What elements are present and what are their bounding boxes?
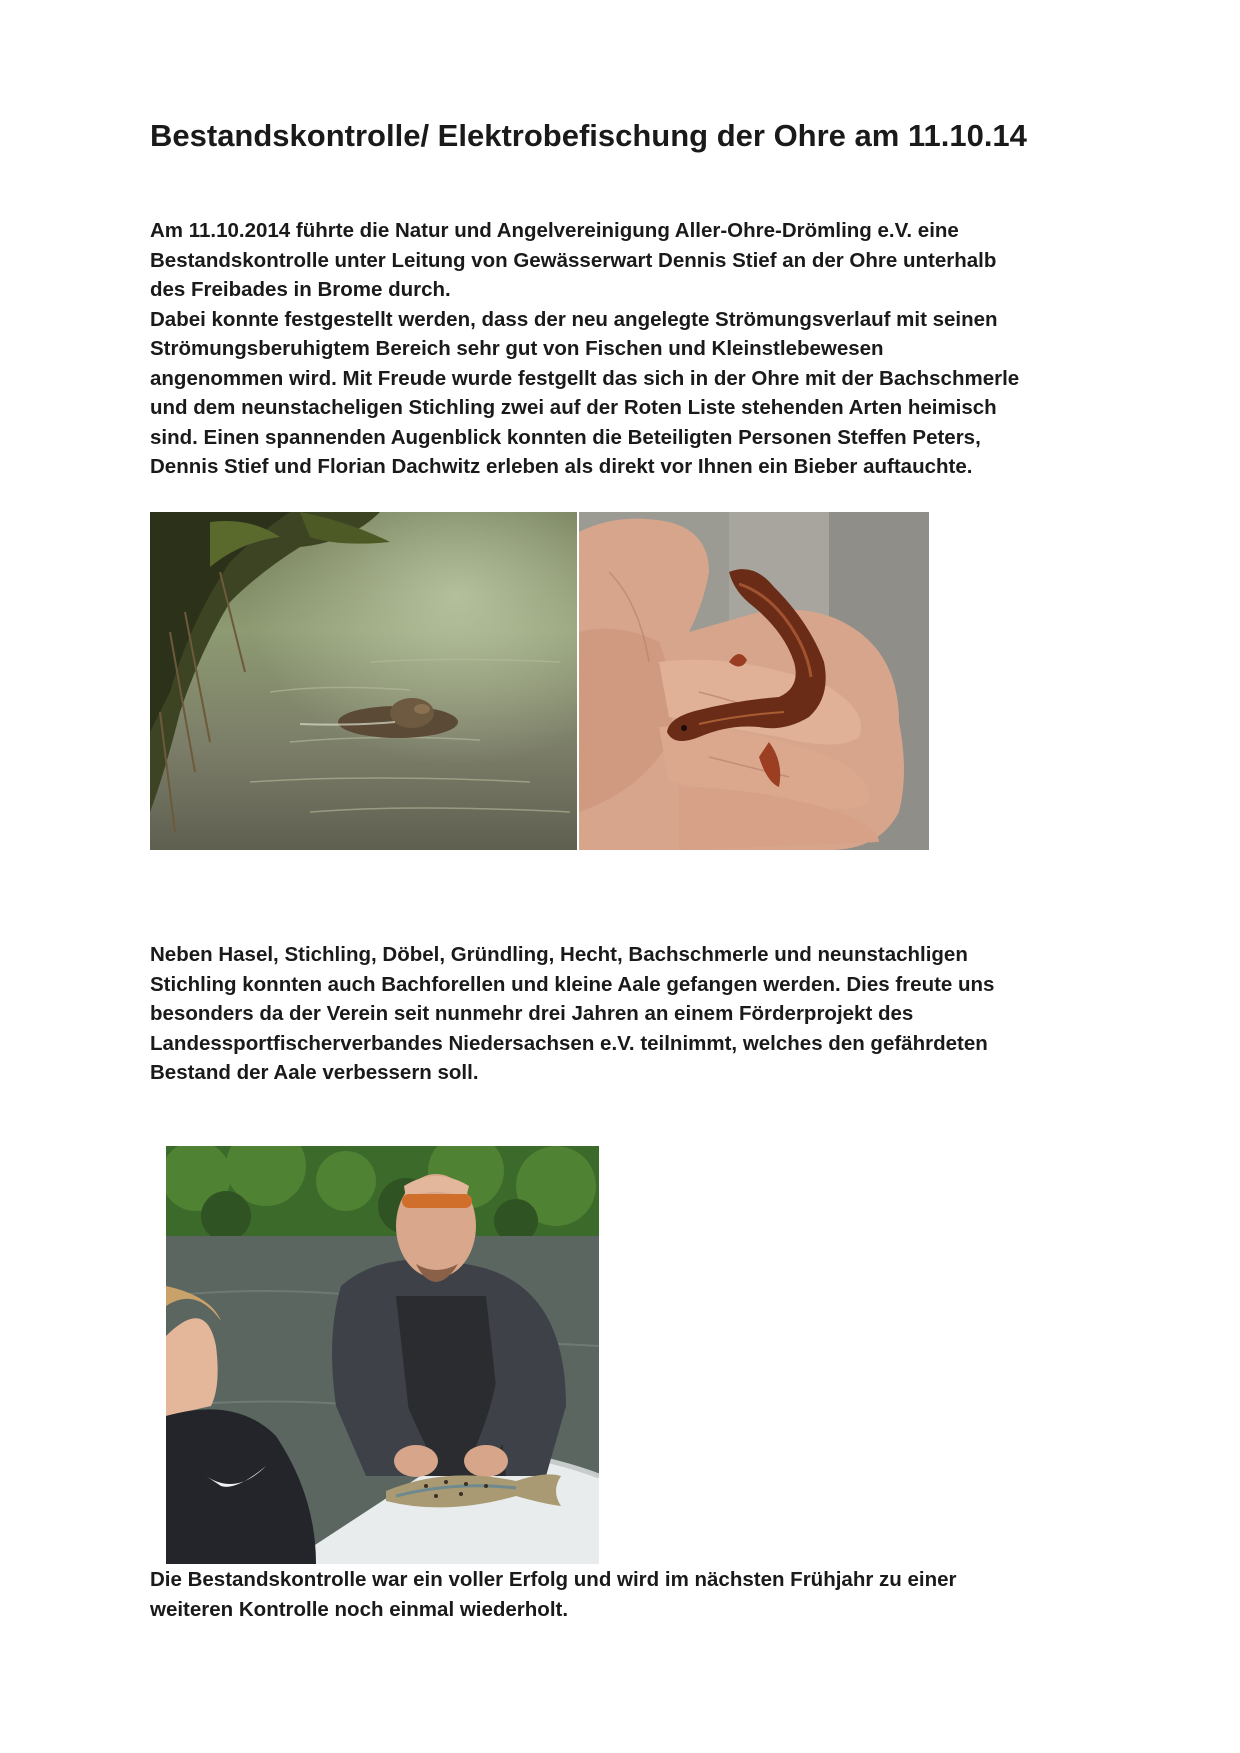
- man-holding-trout-photo: [166, 1146, 599, 1564]
- text-line: sind. Einen spannenden Augenblick konnten die Beteiligten Personen Steffen Peters,: [150, 425, 981, 449]
- text-line: weiteren Kontrolle noch einmal wiederholt.: [150, 1597, 569, 1621]
- intro-paragraph: [150, 216, 1150, 482]
- text-line: Am 11.10.2014 führte die Natur und Angelvereinigung Aller-Ohre-Drömling e.V. eine: [150, 219, 959, 242]
- text-line: Die Bestandskontrolle war ein voller Erfolg und wird im nächsten Frühjahr zu einer: [150, 1568, 957, 1591]
- text-line: Stichling konnten auch Bachforellen und kleine Aale gefangen werden. Dies freute uns: [150, 972, 995, 996]
- beaver-in-river-photo: [150, 512, 577, 850]
- text-line: Dabei konnte festgestellt werden, dass der neu angelegte Strömungsverlauf mit seinen: [150, 307, 998, 331]
- page-title: Bestandskontrolle/ Elektrobefischung der Ohre am 11.10.14: [150, 118, 1027, 153]
- text-line: Neben Hasel, Stichling, Döbel, Gründling, Hecht, Bachschmerle und neunstachligen: [150, 943, 968, 966]
- text-line: Strömungsberuhigtem Bereich sehr gut von Fischen und Kleinstlebewesen: [150, 337, 884, 360]
- text-line: besonders da der Verein seit nunmehr drei Jahren an einem Förderprojekt des: [150, 1002, 914, 1025]
- loach-in-hand-photo: [579, 512, 929, 850]
- closing-paragraph: [150, 1565, 1150, 1624]
- text-line: Dennis Stief und Florian Dachwitz erleben als direkt vor Ihnen ein Bieber auftauchte.: [150, 455, 973, 478]
- text-line: angenommen wird. Mit Freude wurde festgellt das sich in der Ohre mit der Bachschmerle: [150, 366, 1020, 390]
- text-line: und dem neunstacheligen Stichling zwei auf der Roten Liste stehenden Arten heimisch: [150, 396, 997, 419]
- text-line: Bestandskontrolle unter Leitung von Gewässerwart Dennis Stief an der Ohre unterhalb: [150, 248, 997, 272]
- text-line: Bestand der Aale verbessern soll.: [150, 1061, 479, 1084]
- text-line: des Freibades in Brome durch.: [150, 278, 451, 301]
- species-paragraph: [150, 940, 1150, 1088]
- text-line: Landessportfischerverbandes Niedersachsen e.V. teilnimmt, welches den gefährdeten: [150, 1031, 988, 1055]
